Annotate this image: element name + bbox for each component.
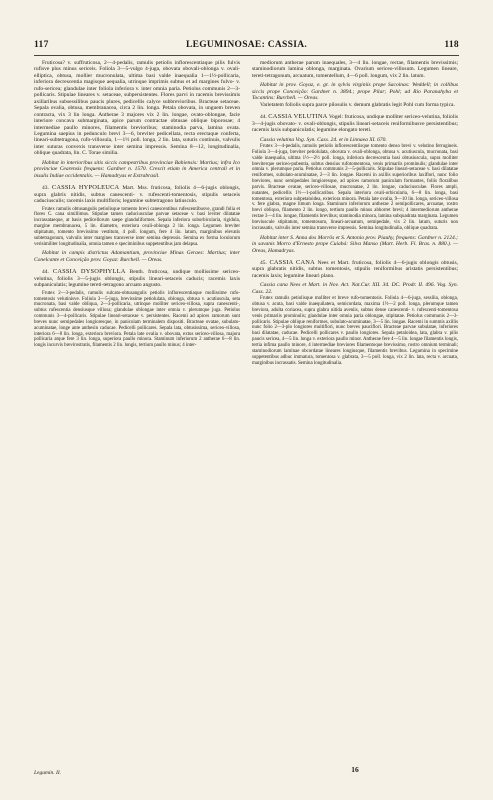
habitat-paragraph: Habitat in interioribus sitis siccis campestribus provinciae Bahiensis: Martius; infra Ico provinciae Cearensis frequens: Gardner n. 1570. Crescit etiam in America centrali et in insulis Indiae occidentalis. — Hamadryas et Extrabrasil. xyxy=(34,159,240,179)
species-number: 45. xyxy=(260,260,267,266)
signature-mark: Legumin. II. xyxy=(34,770,62,776)
description-paragraph: Frutex ramulis petiolisque molliter et breve rufo-tomentosis. Foliola 4—6-juga, sessilia, oblonga, obtusa v. acuta, basi valde inaequilatera, semicordata, maxima 1½—2 poll. longa, plerumque tamen breviora, adulta coriacea, supra glabra nitida aveniis, subtus dense canescenti- v. rufescenti-tomentosa venis primariis prominulis; glandulae inter omnia paria oblongae, stipitatae. Petiolus communis 2—3-pollicaris. Stipulae oblique reniformes, subulato-acuminatae, 3—5 lin. longae. Racemi in summis axillis nunc folio 2—3-plo longiores multiflori, nunc breves pauciflori. Bracteae parvae subulatae, inferiores basi dilatatae, caducae. Pedicelli pollicares v. paullo longiores. Sepala petaloidea, lata, glabra v. pilis paucis sericea, 4—5 lin. longa v. exteriora paullo minor. Antherae fere 4—5 lin. longae filamentis longis, tertia infima paullo minore, 4 intermediae breviores filamentoque brevissimo, rostro omnium terminali; staminodiorum laminae obcordatae lineares longiusque, filamentis brevibus. Legumina in specimine suppetentibus adhuc immatura, tomentosa v. glabrata, 3—5 poll. longa, vix 2 lin. lata, recta v. arcuata, marginibus incrassatis. Semina longitudinalia. xyxy=(252,296,458,366)
species-name: CASSIA CANA xyxy=(269,259,315,266)
species-number: 44. xyxy=(42,269,49,276)
species-author: Nees et Mart. xyxy=(317,260,350,266)
species-name: CASSIA DYSOPHYLLA xyxy=(52,268,126,276)
species-entry-43 xyxy=(34,185,240,204)
page-number-right: 118 xyxy=(444,40,459,50)
species-diagnosis: fruticosa, foliolis 4—6-jugis oblongis obtusis, supra glabratis nitidis, subtus tomentosis, stipulis reniformibus aristatis persistentibus; racemis laxis; legumine lineari plano. xyxy=(252,260,459,279)
sheet-number: 16 xyxy=(351,765,359,774)
species-number: 43. xyxy=(42,185,49,192)
running-title: LEGUMINOSAE: CASSIA. xyxy=(185,40,308,50)
species-entry-cana xyxy=(252,260,458,279)
synonym-line: Cassia cana Nees et Mart. in Nov. Act. Nat.Cur. XII. 34. DC. Prodr. II. 496. Vog. Syn. Cass. 22. xyxy=(252,282,458,295)
description-paragraph: Frutex 3—4-pedalis, ramulis petiolis inflorescentiisque tomento denso brevi v. velutino ferrugineis. Foliola 3—4-juga, breviter petiolulata, obovata v. ovali-oblonga, obtusa v. acutiuscula, mucronata, basi valde inaequalia, ultima 1½—2½ poll. longa, inferiora decrescentia basi obtusiuscula, supra molliter breviterque sericeo-pubentia, subtus densius rufotomentosa, venis primariis prominulis; glandulae inter omnia v. plerumque paria. Petiolus communis 2—5-pollicaris. Stipulae lineari-setaceae v. basi dilatatae reniformes, subulato-acuminatae, 2—3 lin. longae. Racemi in axillis superioribus laxiflori, nunc folio breviores, nunc semipedales longioresque, ad apices ramorum paniculam formantes, foliis floralibus parvis. Bracteae ovatae, sericeo-villosae, mucronatae, 2 lin. longae, caduciusculae. Flores ampli, nutantes, pedicellis 1½—1-pollicaribus. Sepala interiora ovali-orbicularia, 6—8 lin. longa, basi tomentosa, exteriora subpetaloidea, exteriora minora. Petala late ovalia, 9—10 lin. longa, sericeo-villosa v. fere glabra, magne limum longa. Staminum inferiorum antherae 2 semipollicares, arcuatae, rostro brevi obliquo, filamento 2 lin. longo, tertium paullo minus abhorret brevi; 4 intermediorum antherae rectae 3—4 lin. longae, filamentis brevibus; staminodia minora, lamina subquadrata marginata. Legumen breviuscule stipitatum, tomentosum, lineari-arcuatum, semipedale, vix 2 lin. latum, suturis non incrassatis, valvulis inter semina transverse impressis. Semina longitudinalia, oblique quadrata. xyxy=(252,143,458,231)
page-number-left: 117 xyxy=(34,40,49,50)
species-author: Vogel: xyxy=(328,114,344,121)
left-column xyxy=(34,60,240,349)
right-column xyxy=(252,60,458,366)
page-header xyxy=(34,40,459,54)
description-paragraph: Frutex 2—3-pedalis, ramulis sulcato-obtusangulis petiolis inflorescentiaque mollissime rufo-tomentosis velutinisve. Foliola 3—5-juga, brevissime petiolulata, oblonga, obtusa v. acutiuscula, seta mucronata, basi valde obliqua, 2—3-pollicaria, utrinque molliter sericeo-villosa, supra canescenti-, subtus rufescentia densiusque villosa; glandulae oblongae inter omnia v. plerumque juga. Petiolus communis 3—4-pollicaris. Stipulae lineari-setaceae v. persistentes. Racemi ad apices ramorum sunt breves nunc semipedales longioresque, in paniculam terminalem dispositi. Bracteae ovatae, subulato-acuminatae, longe ante anthesin caducae. Pedicelli pollicares. Sepala lata, obtusissima, sericeo-villosa, interiora 6—8 lin. longa, exteriora breviora. Petala late ovalia v. obovata, extus sericeo-villosa, majora pollicaria atque fere 3 lin. longa, superiora paullo minora. Staminum inferiorum 2 antherae 6—8 lin. longis incurvis brevirostratis, filamentis 2 lin. longis, tertium paullo minus; 4 inter- xyxy=(34,290,240,349)
synonym-line: Cassia velutina Vog. Syn. Cass. 24. et in Linnaea XI. 670. xyxy=(260,136,387,143)
species-diagnosis: Mss. fruticosa, foliolis 4—6-jugis oblongis, supra glabris nitidis, subtus canescenti- v. rufescenti-tomentosis, stipulis setaceis caduciusculis; racemis laxis multifloris; legumine subtetragono latiusculo. xyxy=(34,185,241,205)
species-author: Mart. xyxy=(122,185,135,192)
species-name: CASSIA VELUTINA xyxy=(268,113,328,121)
species-name: CASSIA HYPOLEUCA xyxy=(51,184,120,192)
habitat-paragraph: Habitat in prov. Goyaz, e. gr. in sylvis virginiis prope Sacoinas: Weddell; in collibus siccis prope Conceição: Gardner n. 3894.; prope Pilar; Pohl; ad Rio Paranahyba et Tocantins: Burchell. — Oreas. xyxy=(252,82,458,102)
species-diagnosis: fruticosa, undique molliter sericeo-velutina, foliolis 3—4-jugis obovato- v. ovali-oblongis, stipulis lineari-setaceis reniformibusve persistentibus; racemis laxis subpaniculatis; legumine elongato tereti. xyxy=(252,114,459,134)
habitat-paragraph: Habitat in campis districtus Adamantium, provinciae Minas Geraes: Martius; inter Conelcante et Conceição prov. Goyaz: Burchell. — Oreas. xyxy=(34,250,240,263)
description-paragraph: Fruticosa? v. suffruticosa, 2—4-pedalis, ramulis petiolis inflorescentiaque pilis fulvis rufisve plus minus sericeis. Foliola 3—5-vulgo 4-juga, obovata obovali-oblonga v. ovali-elliptica, obtusa, mollier mucronulata, ultima basi valde inaequalia 1—1½-pollicaria, inferiora decrescentia magisque aequalia, utrinque imprimis subtus et ad margines fulvo- v. rufo-sericea; glandulae inter foliola inferiora v. inter omnia paria. Petiolus communis 2—3-pollicaris. Stipulae lineares v. setaceae, subpersistentes. Flores parvi in racemis brevissimis axillaribus subsessilibus paucis plures, pedicellis calyce subbrevioribus. Bracteae setaceae. Sepala ovalia, obtusa, membranacea, circa 2 lin. longa. Petala obovata, in unguem breven contracta, vix 3 lin longa. Antherae 3 majores vix 2 lin. longae, ovato-oblongae, facie interiore concava submarginata, apice parum contractae obtusae oblique biporosae; 4 intermediae paullo minores, filamentis brevioribus; staminodia parva, lamina ovata. Legumina saepius in pedunculo brevi 3—6, breviter pedicellata, recta erectaque conferta, lineari-subtetragona, rufo-villosula, 1—1½ poll. longa, 2 lin. lata, suturis continuis, valvulis inter suturas convexis transverse inter semina impressis. Semina 8—12, longitudinalia, oblique quadrata, lin. C. Torae similia. xyxy=(34,60,240,157)
habitat-paragraph: Habitat inter S. Anna dos Morrôs et S. Antonio prov. Piauhy, frequens: Gardner n. 2124.; in savanis Morro d'Ernesto prope Cuiabá: Silva Manso (Mart. Herb. Fl. Bras. n. 880.). — Oreas, Hamadryas. xyxy=(252,234,458,254)
header-rule xyxy=(34,55,459,56)
description-paragraph: mediorum antherae parum inaequales, 3—4 lin. longae, rectae, filamentis brevissimis; staminodiorum lamina oblonga, marginata. Ovarium sericeo-villosum. Legumen lineare, tereti-tetragonum, arcuatum, tomentellum, 4—6 poll. longum, vix 2 lin. latum. xyxy=(252,60,458,79)
species-entry-velutina xyxy=(252,114,458,133)
species-diagnosis: fruticosa, undique mollissime sericeo-velutina, foliolis 3—5-jugis oblongis, stipulis lineari-setaceis caducis; racemis laxis subpaniculatis; legumine tereti-tetragono arcuato angusto. xyxy=(34,269,240,289)
species-entry-44 xyxy=(34,269,240,288)
species-number: 44. xyxy=(260,114,267,121)
description-paragraph: Frutex ramulis obtusangulis petiolisque tomento brevi canescentibus rufescentibusve, grandi folia et flores C. cana simillimus. Stipulae tamen caduciusculae parvae setaceae v. basi leviter dilatatae incrassataeque, at basis pedicellorum saepe glanduliformes. Sepala inferiora suborbicularia, rigidula, margine membranacea, 5 lin. diametro, exteriora ovali-oblonga 2 lin. longa. Legumen breviter stipitatum, tomento brevissimo vestitum, 4 poll. longum, fere 4 lin. latum, marginibus elevatis subtetragonum, valvulis inter margines transverse inter semina depressis. Semina ex forma loculorum verisimiliter longitudinalia, omnia tamen e speciminibus suppetentibus jam delapsa. xyxy=(34,206,240,247)
variety-note: Varietatem foliolis supra parce pilosulis v. demum glabratis legit Pohl cum forma typica. xyxy=(260,101,455,108)
species-author: Benth. xyxy=(129,269,145,276)
